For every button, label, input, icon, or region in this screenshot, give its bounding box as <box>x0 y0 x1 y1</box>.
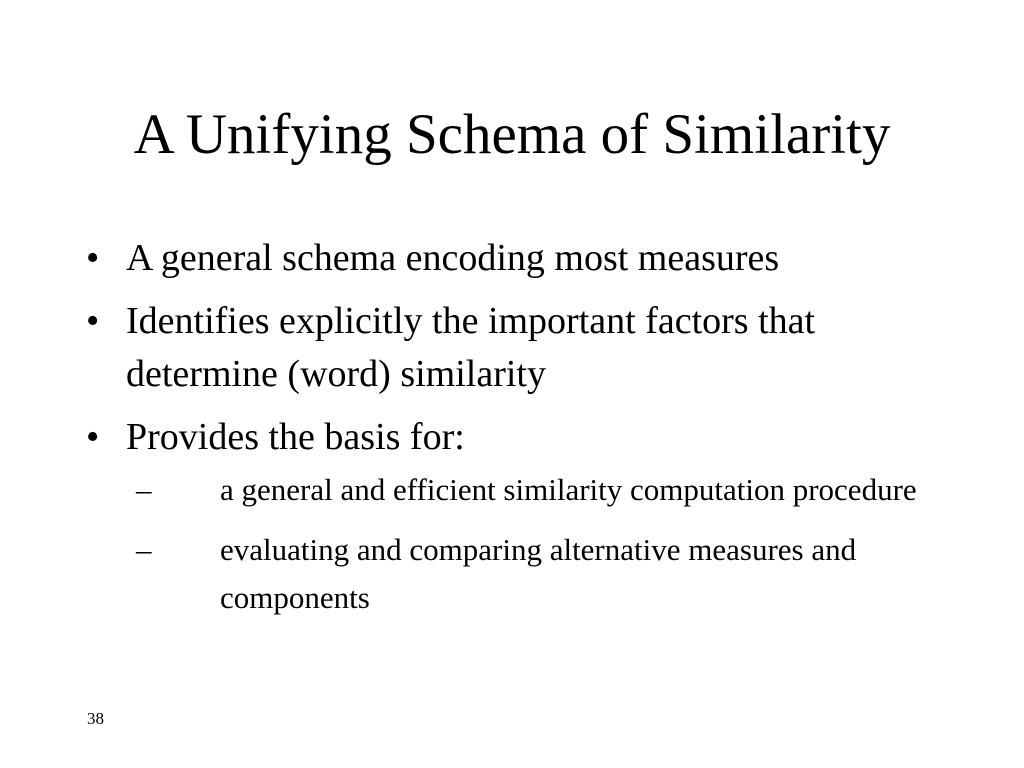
bullet-text: Identifies explicitly the important factors that determine (word) similarity <box>126 300 816 395</box>
sub-bullet-marker: – <box>136 472 152 507</box>
slide-title: A Unifying Schema of Similarity <box>133 103 891 166</box>
bullet-marker: • <box>86 416 100 458</box>
bullet-marker: • <box>86 237 100 279</box>
sub-bullet-list <box>86 466 946 622</box>
sub-bullet-text: a general and efficient similarity computation procedure <box>220 472 917 507</box>
slide-number: 38 <box>87 709 104 728</box>
sub-bullet-item <box>136 526 920 622</box>
sub-bullet-text: evaluating and comparing alternative measures and components <box>220 532 857 615</box>
sub-bullet-item <box>136 466 920 514</box>
bullet-item <box>86 295 946 401</box>
bullet-marker: • <box>86 300 100 342</box>
bullet-item <box>86 411 946 622</box>
bullet-list <box>86 232 946 634</box>
bullet-text: A general schema encoding most measures <box>126 237 780 279</box>
sub-bullet-marker: – <box>136 532 152 567</box>
bullet-item <box>86 232 946 285</box>
bullet-text: Provides the basis for: <box>126 416 465 458</box>
